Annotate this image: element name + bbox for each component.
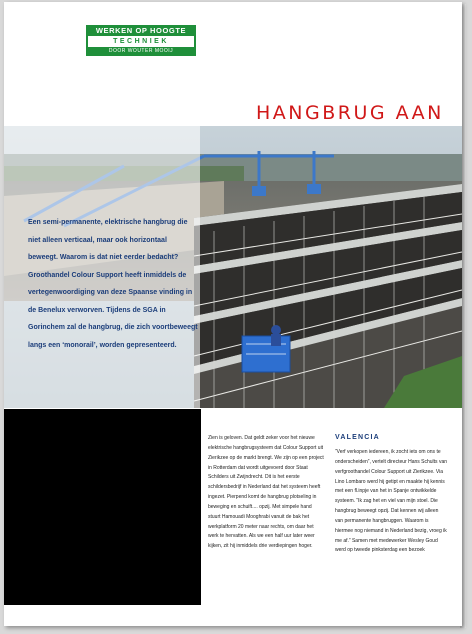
logo-line-1: WERKEN OP HOOGTE: [86, 25, 196, 36]
black-image-block: [4, 409, 201, 605]
logo-line-3: DOOR WOUTER MOOIJ: [86, 47, 196, 56]
werken-op-hoogte-logo: [86, 25, 196, 56]
article-headline: HANGBRUG AAN: [256, 102, 444, 124]
intro-text: Een semi-permanente, elektrische hangbrug die niet alleen verticaal, maar ook horizontaal beweegt. Waarom is dat niet eerder bedacht? Groothandel Colour Support heeft inmiddels de vertegenwoordiging van deze Spaanse vinding in de Benelux verworven. Tijdens de SGA in Gorinchem zal de hangbrug, die zich voortbeweegt langs een ‘monorail’, worden gepresenteerd.: [28, 219, 198, 349]
magazine-page: [4, 2, 462, 626]
subheading-valencia: VALENCIA: [335, 434, 380, 441]
logo-line-2: TECHNIEK: [86, 36, 196, 47]
body-column-mid: Zien is geloven. Dat geldt zeker voor het nieuwe elektrische hangbrugsysteem dat Colour Support uit Zierikzee op de markt brengt. We zijn op een project in Rotterdam dat wordt uitgevoerd door Staat Schilders uit Zwijndrecht. Dit is het eerste schildersbedrijf in Nederland dat het systeem heeft ingezet. Pierpend komt de hangbrug plotseling in beweging en schuift.... opzij. Met simpele hand stuurt Hamouadi Mooghrabi vanuit de bak het werkplatform 20 meter naar rechts, om daar het werk te hervatten. Als we een half uur later weer kijken, zit hij inmiddels drie verdiepingen hoger.: [208, 435, 324, 550]
body-column-right: “Verf verkopen iedereen, ik zocht iets om ons te onderscheiden”, vertelt directeur Hans Schults van verfgroothandel Colour Support uit Zierikzee. Via Lino Lombaro werd hij getipt en maakte hij kennis met een fl.inpje van het in Spanje ontwikkelde systeem. “Ik zag het en viel van mijn stoel. Die hangbrug beweegt opzij. Dat kennen wij alleen van permanente hangbruggen. Waarom is hiermee nog niemand in Nederland bezig, vroeg ik me af.” Samen met medewerker Wesley Goud werd op tweede pinksterdag een bezoek: [335, 449, 448, 554]
